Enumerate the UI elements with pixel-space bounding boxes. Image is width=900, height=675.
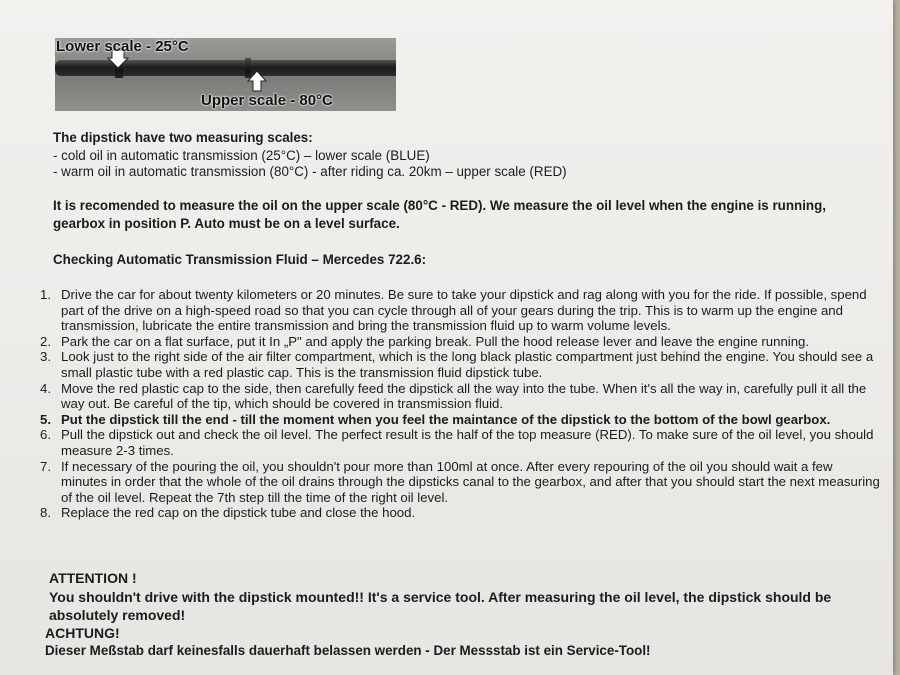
list-item: 8. Replace the red cap on the dipstick tube and close the hood. [40,505,416,521]
upper-scale-label: Upper scale - 80°C [201,92,333,109]
lower-scale-label: Lower scale - 25°C [56,38,189,55]
scale-warm: - warm oil in automatic transmission (80°C) - after riding ca. 20km – upper scale (RED) [53,164,567,179]
list-item: 2. Park the car on a flat surface, put it In „P" and apply the parking break. Pull the hood release lever and leave the engine running. [40,333,810,349]
list-item: 3. Look just to the right side of the air filter compartment, which is the long black plastic compartment just behind the engine. You should see a small plastic tube with a red plastic cap. This is the transmission fluid dipstick tube. [40,349,874,380]
achtung-text: Dieser Meßstab darf keinesfalls dauerhaft belassen werden - Der Messstab ist ein Service-Tool! [45,643,651,658]
attention-title: ATTENTION ! [49,570,137,586]
scale-cold: - cold oil in automatic transmission (25°C) – lower scale (BLUE) [53,148,430,163]
list-item: 5. Put the dipstick till the end - till the moment when you feel the maintance of the dipstick to the bottom of the bowl gearbox. [40,411,831,427]
attention-text: You shouldn't drive with the dipstick mounted!! It's a service tool. After measuring the oil level, the dipstick should be absolutely removed! [49,589,832,623]
section-title: Checking Automatic Transmission Fluid – Mercedes 722.6: [53,252,427,267]
dipstick-photo [55,38,396,111]
list-item: 4. Move the red plastic cap to the side, then carefully feed the dipstick all the way into the tube. When it's all the way in, carefully pull it all the way out. Be careful of the tip, which should be covered in transmission fluid. [40,380,867,412]
recommendation: It is recomended to measure the oil on the upper scale (80°C - RED). We measure the oil level when the engine is running, gearbox in position P. Auto must be on a level surface. [53,198,827,231]
list-item: 6. Pull the dipstick out and check the oil level. The perfect result is the half of the top measure (RED). To make sure of the oil level, you should measure 2-3 times. [40,427,874,458]
achtung-title: ACHTUNG! [45,625,120,641]
steps-list [20,287,880,521]
list-item: 7. If necessary of the pouring the oil, you shouldn't pour more than 100ml at once. After every repouring of the oil you should wait a few minutes in order that the whole of the oil drains through the dipsticks canal to the gearbox, and after that you should start the next measuring of the oil level. Repeat the 7th step till the time of the right oil level. [40,458,880,505]
scales-heading: The dipstick have two measuring scales: [53,130,313,145]
upper-scale-arrow [247,70,267,92]
list-item: 1. Drive the car for about twenty kilometers or 20 minutes. Be sure to take your dipstick and rag along with you for the ride. If possible, spend part of the drive on a high-speed road so that you can cycle through all of your gears during the trip. This is to warm up the engine and transmission, lubricate the entire transmission and bring the transmission fluid up to warm volume levels. [40,287,867,334]
